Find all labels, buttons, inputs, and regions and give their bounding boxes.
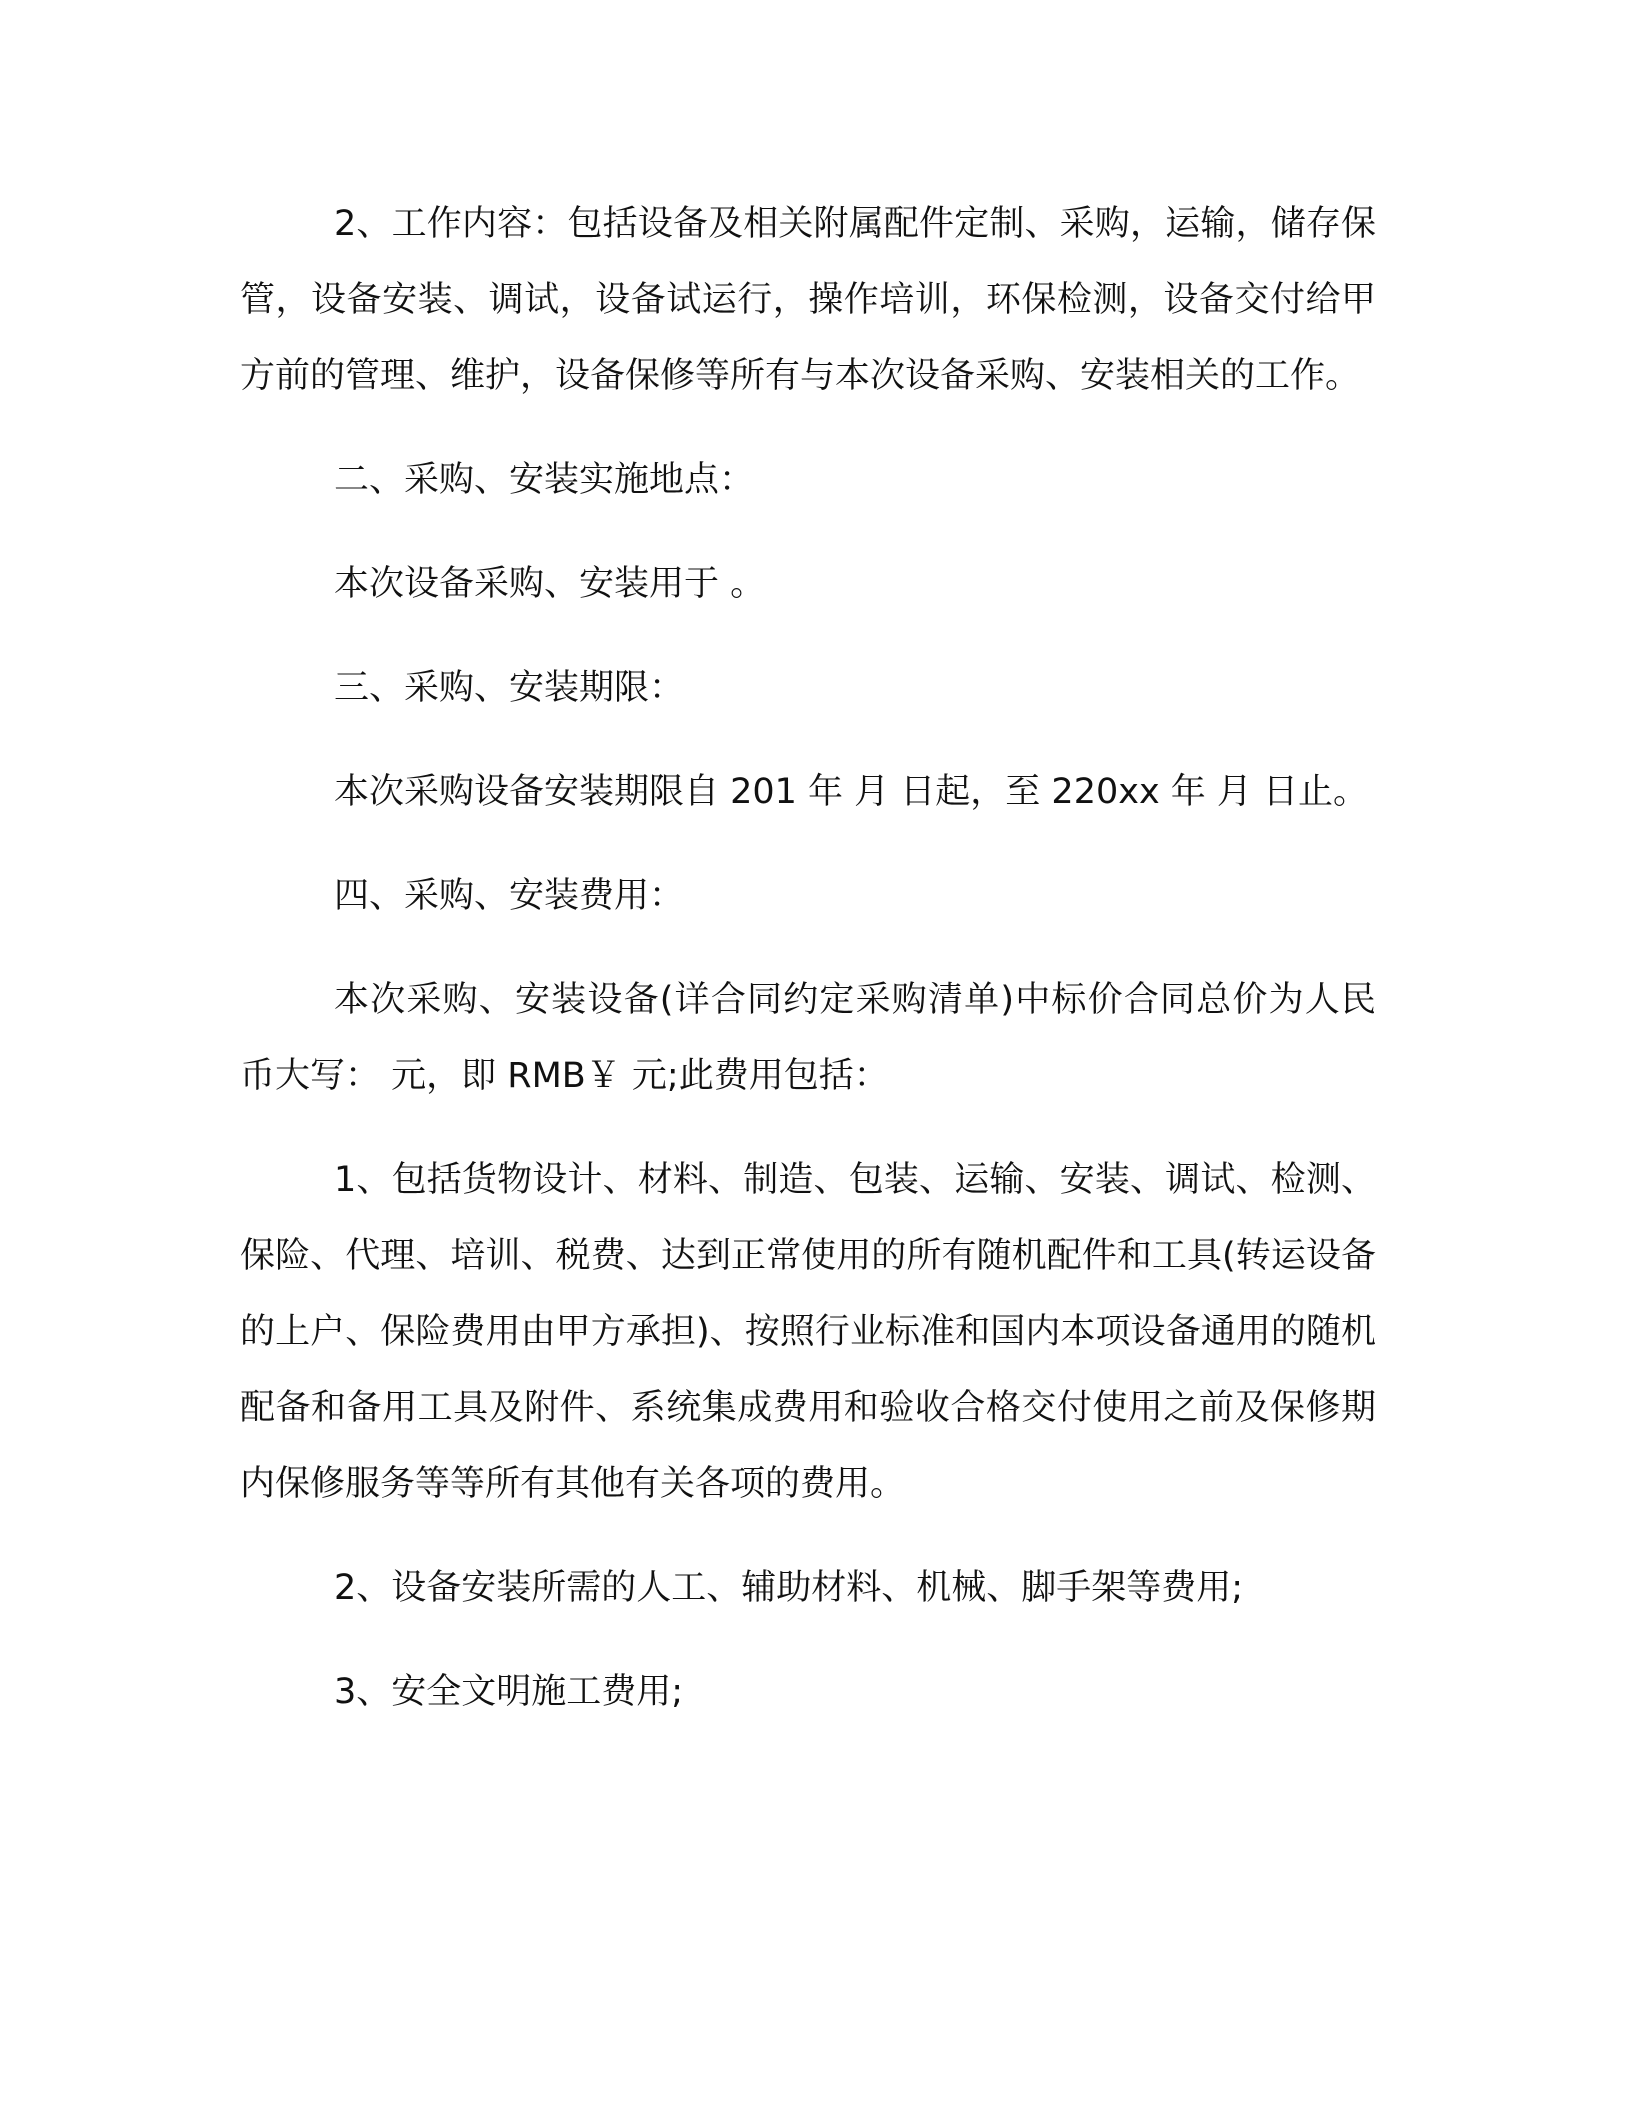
paragraph-implementation-site: 本次设备采购、安装用于 。 — [334, 564, 766, 604]
heading-cost: 四、采购、安装费用： — [334, 876, 685, 916]
paragraph-work-content: 2、工作内容：包括设备及相关附属配件定制、采购，运输，储存保管，设备安装、调试，设备试运行，操作培训，环保检测，设备交付给甲方前的管理、维护，设备保修等所有与本次设备采购、安装相关的工作。 — [240, 204, 1376, 396]
heading-implementation-site: 二、采购、安装实施地点： — [334, 460, 755, 500]
paragraph-cost-item-3: 3、安全文明施工费用; — [334, 1672, 684, 1712]
paragraph-cost-item-2: 2、设备安装所需的人工、辅助材料、机械、脚手架等费用; — [334, 1568, 1244, 1608]
paragraph-period: 本次采购设备安装期限自 201 年 月 日起，至 220xx 年 月 日止。 — [334, 772, 1369, 812]
document-body — [240, 186, 1376, 1730]
heading-period: 三、采购、安装期限： — [334, 668, 685, 708]
paragraph-cost-total: 本次采购、安装设备(详合同约定采购清单)中标价合同总价为人民币大写： 元，即 RMB￥ 元;此费用包括： — [240, 980, 1376, 1096]
paragraph-cost-item-1: 1、包括货物设计、材料、制造、包装、运输、安装、调试、检测、保险、代理、培训、税费、达到正常使用的所有随机配件和工具(转运设备的上户、保险费用由甲方承担)、按照行业标准和国内本项设备通用的随机配备和备用工具及附件、系统集成费用和验收合格交付使用之前及保修期内保修服务等等所有其他有关各项的费用。 — [240, 1160, 1376, 1504]
